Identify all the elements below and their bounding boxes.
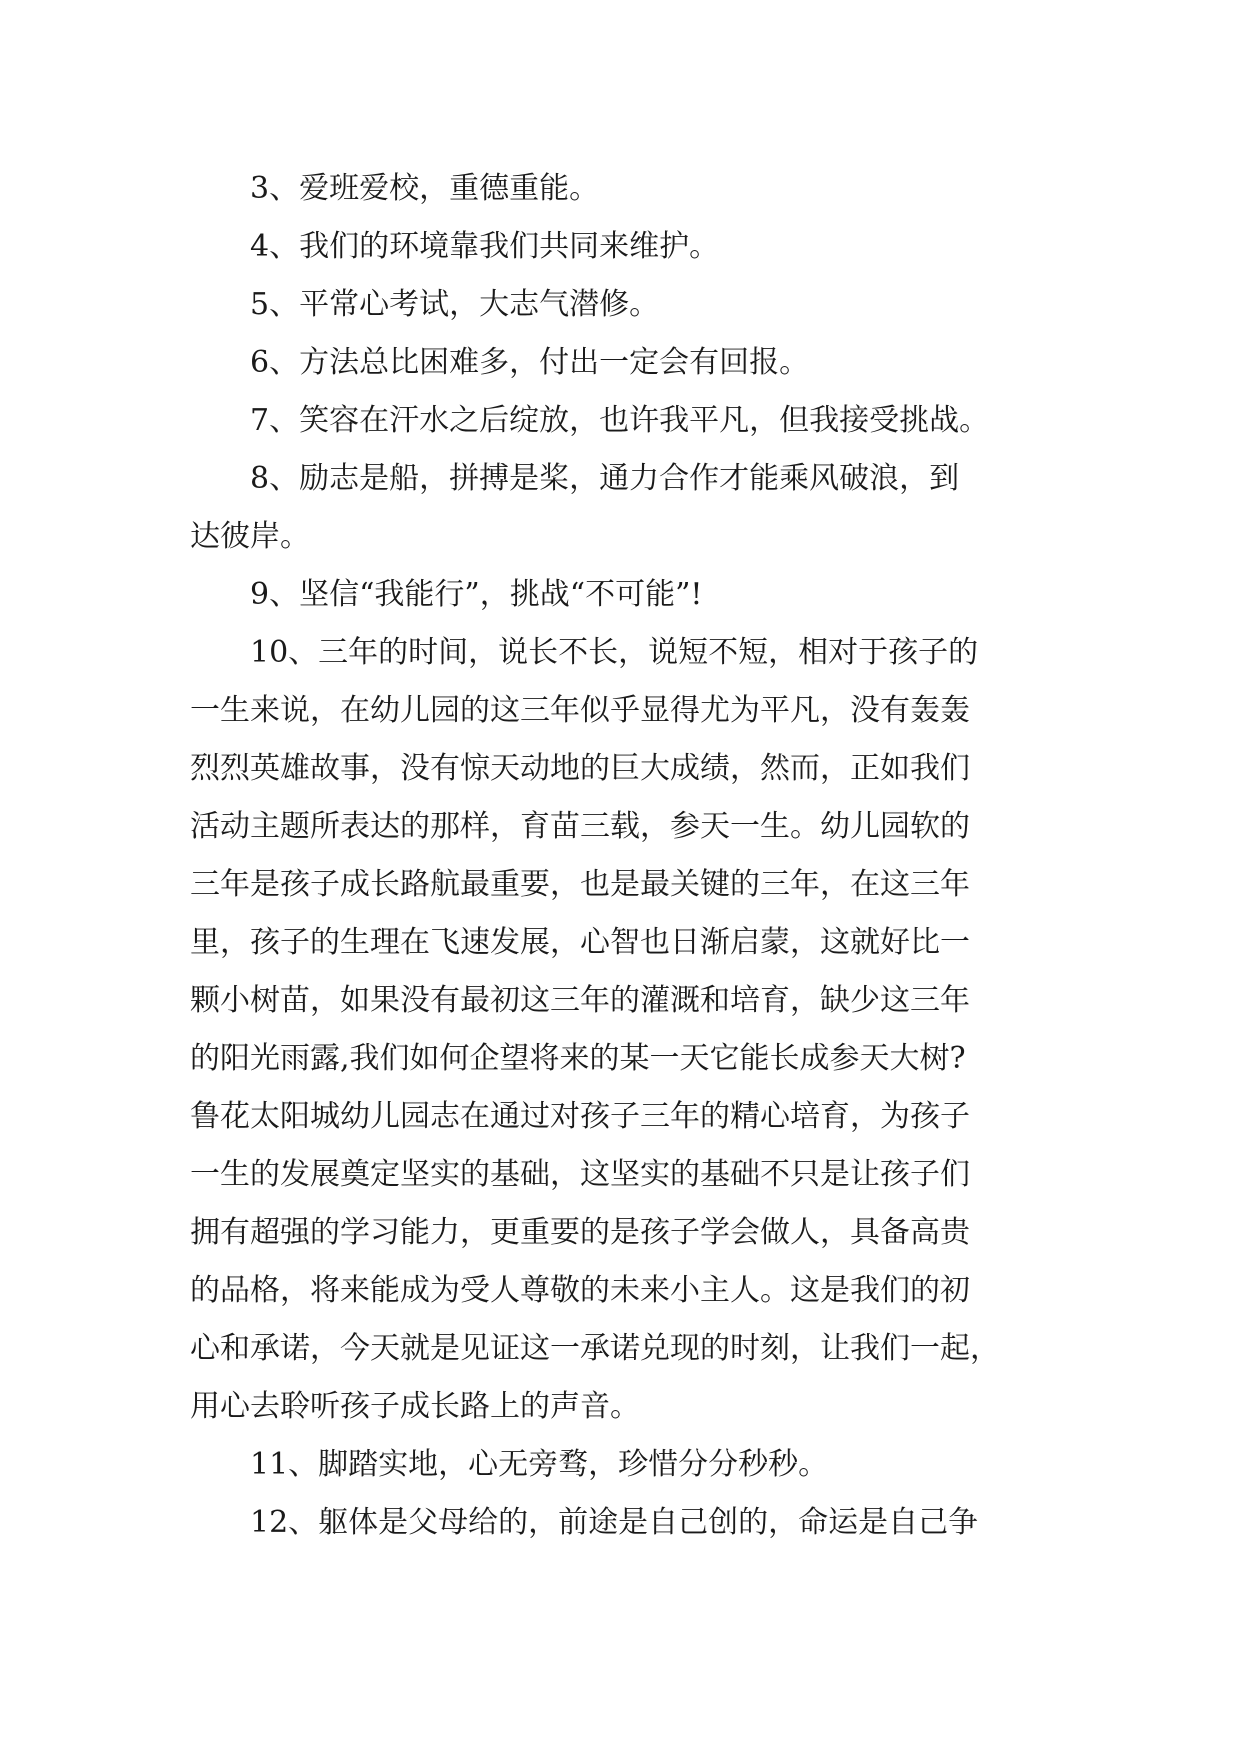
paragraph-9: 9、坚信“我能行”，挑战“不可能”!: [250, 577, 703, 612]
paragraph-4: 4、我们的环境靠我们共同来维护。: [250, 229, 720, 264]
paragraph-7: 7、笑容在汗水之后绽放，也许我平凡，但我接受挑战。: [250, 403, 990, 438]
paragraph-8: 8、励志是船，拼搏是桨，通力合作才能乘风破浪，到 达彼岸。: [190, 461, 960, 554]
document-body: [190, 160, 1050, 1552]
paragraph-5: 5、平常心考试，大志气潜修。: [250, 287, 660, 322]
paragraph-12: 12、躯体是父母给的，前途是自己创的，命运是自己争: [250, 1505, 979, 1540]
paragraph-3: 3、爱班爱校，重德重能。: [250, 171, 600, 206]
paragraph-10: 10、三年的时间，说长不长，说短不短，相对于孩子的 一生来说，在幼儿园的这三年似乎显得尤为平凡，没有轰轰 烈烈英雄故事，没有惊天动地的巨大成绩，然而，正如我们 活动主题所表达的那样，育苗三载，参天一生。幼儿园软的 三年是孩子成长路航最重要，也是最关键的三年，在这三年 里，孩子的生理在飞速发展，心智也日渐启蒙，这就好比一 颗小树苗，如果没有最初这三年的灌溉和培育，缺少这三年 的阳光雨露,我们如何企望将来的某一天它能长成参天大树? 鲁花太阳城幼儿园志在通过对孩子三年的精心培育，为孩子 一生的发展奠定坚实的基础，这坚实的基础不只是让孩子们 拥有超强的学习能力，更重要的是孩子学会做人，具备高贵 的品格，将来能成为受人尊敬的未来小主人。这是我们的初 心和承诺，今天就是见证这一承诺兑现的时刻，让我们一起， 用心去聆听孩子成长路上的声音。: [190, 635, 1000, 1424]
paragraph-11: 11、脚踏实地，心无旁骛，珍惜分分秒秒。: [250, 1447, 829, 1482]
paragraph-6: 6、方法总比困难多，付出一定会有回报。: [250, 345, 810, 380]
